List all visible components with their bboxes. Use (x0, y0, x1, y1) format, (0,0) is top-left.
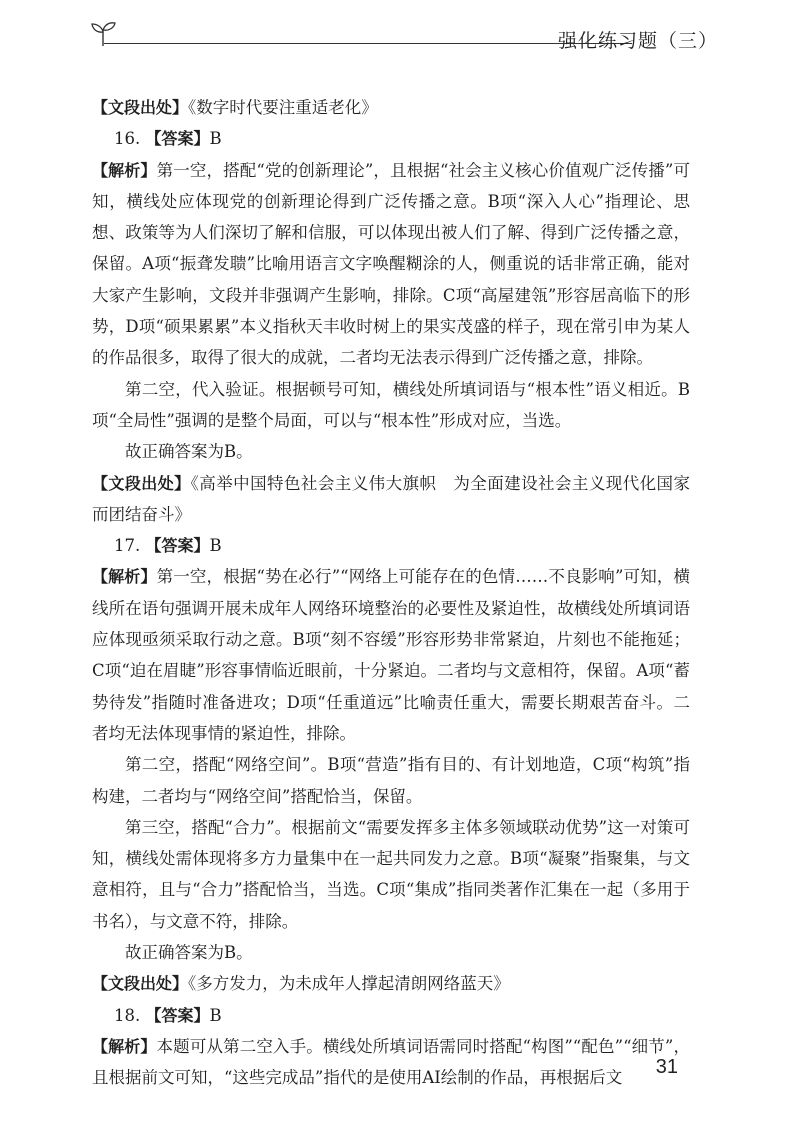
paragraph-text: 《高举中国特色社会主义伟大旗帜 为全面建设社会主义现代化国家而团结奋斗》 (92, 473, 690, 524)
running-header (88, 18, 718, 58)
paragraph (92, 968, 690, 999)
paragraph (92, 937, 690, 968)
paragraph (92, 1000, 690, 1031)
paragraph-text: B (209, 129, 222, 149)
paragraph-text: 本题可从第二空入手。横线处所填词语需同时搭配“构图”“配色”“细节”，且根据前文可知，“这些完成品”指代的是使用AI绘制的作品，再根据后文 (92, 1036, 690, 1088)
section-label: 【答案】 (145, 1005, 210, 1025)
paragraph (92, 123, 690, 154)
paragraph-text: 18. (114, 1005, 146, 1025)
paragraph (92, 1031, 690, 1094)
section-label: 【答案】 (145, 536, 210, 556)
paragraph-text: 第二空，代入验证。根据顿号可知，横线处所填词语与“根本性”语义相近。B项“全局性”强调的是整个局面，可以与“根本性”形成对应，当选。 (92, 379, 690, 430)
paragraph-text: 第一空，根据“势在必行”“网络上可能存在的色情……不良影响”可知，横线所在语句强调开展未成年人网络环境整治的必要性及紧迫性，故横线处所填词语应体现亟须采取行动之意。B项“刻不容缓”形容形势非常紧迫，片刻也不能拖延；C项“迫在眉睫”形容事情临近眼前，十分紧迫。二者均与文意相符，保留。A项“蓄势待发”指随时准备进攻；D项“任重道远”比喻责任重大，需要长期艰苦奋斗。二者均无法体现事情的紧迫性，排除。 (92, 567, 690, 743)
paragraph-text: 第二空，搭配“网络空间”。B项“营造”指有目的、有计划地造，C项“构筑”指构建，二者均与“网络空间”搭配恰当，保留。 (92, 755, 690, 806)
paragraph (92, 92, 690, 123)
paragraph (92, 436, 690, 467)
header-rule (104, 43, 624, 44)
page-number: 31 (655, 1056, 678, 1078)
paragraph-text: 《多方发力，为未成年人撑起清朗网络蓝天》 (188, 974, 510, 994)
paragraph (92, 530, 690, 561)
paragraph (92, 812, 690, 937)
paragraph (92, 374, 690, 437)
paragraph-text: 第一空，搭配“党的创新理论”，且根据“社会主义核心价值观广泛传播”可知，横线处应体现党的创新理论得到广泛传播之意。B项“深入人心”指理论、思想、政策等为人们深切了解和信服，可以体现出被人们了解、得到广泛传播之意，保留。A项“振聋发聩”比喻用语言文字唤醒糊涂的人，侧重说的话非常正确，能对大家产生影响，文段并非强调产生影响，排除。C项“高屋建瓴”形容居高临下的形势，D项“硕果累累”本义指秋天丰收时树上的果实茂盛的样子，现在常引申为某人的作品很多，取得了很大的成就，二者均无法表示得到广泛传播之意，排除。 (92, 160, 690, 368)
paragraph-text: B (209, 536, 222, 556)
paragraph (92, 468, 690, 531)
paragraph-text: 故正确答案为B。 (125, 442, 253, 462)
paragraph (92, 561, 690, 749)
header-title: 强化练习题（三） (557, 30, 718, 52)
paragraph (92, 155, 690, 374)
paragraph-text: 故正确答案为B。 (125, 943, 253, 963)
section-label: 【解析】 (92, 160, 157, 180)
section-label: 【解析】 (92, 1036, 157, 1056)
paragraph-text: B (209, 1005, 222, 1025)
paragraph-text: 第三空，搭配“合力”。根据前文“需要发挥多主体多领域联动优势”这一对策可知，横线处需体现将多方力量集中在一起共同发力之意。B项“凝聚”指聚集，与文意相符，且与“合力”搭配恰当，当选。C项“集成”指同类著作汇集在一起（多用于书名），与文意不符，排除。 (92, 817, 690, 931)
section-label: 【文段出处】 (92, 473, 191, 493)
paragraph-text: 17. (114, 536, 146, 556)
page-body (92, 92, 690, 1094)
section-label: 【解析】 (92, 567, 157, 587)
paragraph-text: 《数字时代要注重适老化》 (188, 98, 378, 117)
section-label: 【文段出处】 (92, 98, 189, 117)
paragraph (92, 749, 690, 812)
section-label: 【文段出处】 (92, 974, 189, 994)
section-label: 【答案】 (145, 129, 210, 149)
paragraph-text: 16. (114, 129, 146, 149)
